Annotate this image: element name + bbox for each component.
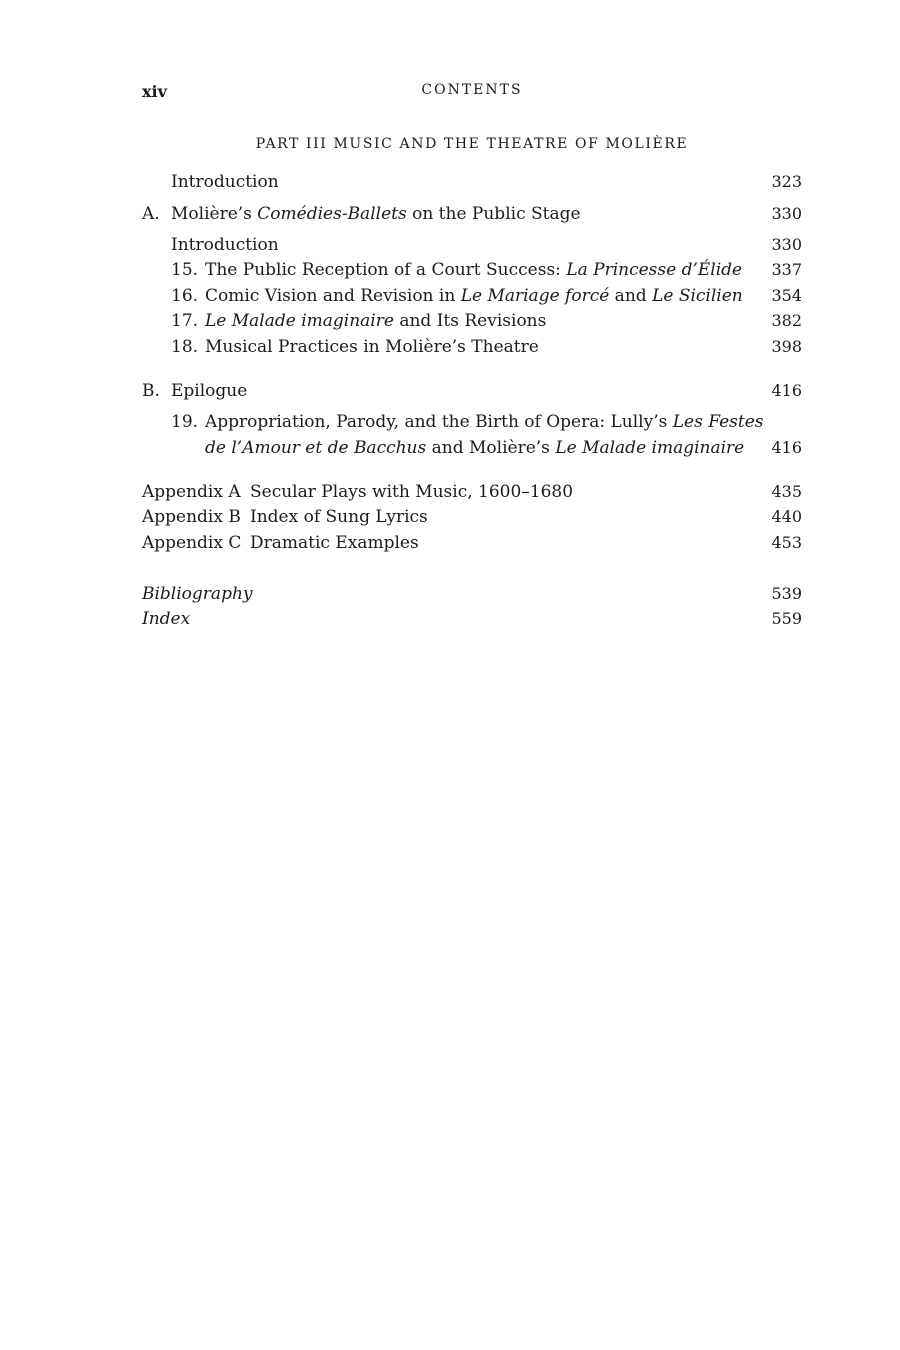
toc-entry-chapter-19[interactable]	[142, 410, 802, 434]
page-number: 323	[771, 172, 802, 191]
page-number: 330	[771, 235, 802, 254]
entry-title: Index of Sung Lyrics	[250, 507, 428, 527]
toc-entry-appendix-b[interactable]	[142, 505, 802, 529]
chapter-number: 19.	[171, 412, 199, 432]
toc-entry-bibliography[interactable]	[142, 582, 802, 606]
toc-entry-introduction[interactable]	[142, 170, 802, 194]
entry-title-pre: The Public Reception of a Court Success:	[205, 260, 567, 280]
page-number: 330	[771, 204, 802, 223]
toc-entry-chapter-17[interactable]	[142, 309, 802, 333]
entry-title: Musical Practices in Molière’s Theatre	[205, 337, 539, 357]
chapter-number: 15.	[171, 260, 199, 280]
toc-entry-chapter-18[interactable]	[142, 335, 802, 359]
toc-entry-appendix-c[interactable]	[142, 531, 802, 555]
chapter-number: 16.	[171, 286, 199, 306]
entry-title-pre: Comic Vision and Revision in	[205, 286, 461, 306]
toc-entry-chapter-15[interactable]	[142, 258, 802, 282]
entry-title-post: and Its Revisions	[393, 311, 547, 331]
entry-title-italic: Comédies-Ballets	[257, 204, 407, 224]
entry-title: Introduction	[171, 235, 279, 255]
page-number: 453	[771, 533, 802, 552]
page-number: 337	[771, 260, 802, 279]
chapter-number: 18.	[171, 337, 199, 357]
toc-entry-chapter-16[interactable]	[142, 284, 802, 308]
part-title: PART III MUSIC AND THE THEATRE OF MOLIÈRE	[255, 136, 689, 152]
toc-entry-section-a[interactable]	[142, 202, 802, 226]
section-label: B.	[142, 381, 160, 401]
entry-title-italic: Le Mariage forcé	[460, 286, 610, 306]
page-number: 440	[771, 507, 802, 526]
running-header	[142, 82, 802, 104]
page-number: 382	[771, 311, 802, 330]
toc-entry-chapter-19-continued[interactable]	[142, 436, 802, 460]
page-number: 398	[771, 337, 802, 356]
entry-title-pre: Appropriation, Parody, and the Birth of Opera: Lully’s	[205, 412, 673, 432]
appendix-label: Appendix C	[142, 533, 242, 553]
page-number: 539	[771, 584, 802, 603]
page-number: 354	[771, 286, 802, 305]
entry-title-mid: and	[609, 286, 653, 306]
toc-entry-index[interactable]	[142, 607, 802, 631]
entry-title-italic: La Princesse d’Élide	[566, 260, 743, 280]
entry-title-italic: Le Sicilien	[652, 286, 743, 306]
toc-entry-section-a-introduction[interactable]	[142, 233, 802, 257]
appendix-label: Appendix B	[142, 507, 241, 527]
page-folio: xiv	[142, 82, 167, 101]
entry-title: Secular Plays with Music, 1600–1680	[250, 482, 574, 502]
section-label: A.	[142, 204, 160, 224]
entry-title-italic: de l’Amour et de Bacchus	[205, 438, 427, 458]
entry-title-italic: Les Festes	[672, 412, 764, 432]
page-number: 416	[771, 438, 802, 457]
entry-title: Bibliography	[142, 584, 253, 604]
entry-title: Epilogue	[171, 381, 248, 401]
appendix-label: Appendix A	[142, 482, 241, 502]
chapter-number: 17.	[171, 311, 199, 331]
toc-entry-section-b[interactable]	[142, 379, 802, 403]
entry-title-post: on the Public Stage	[406, 204, 581, 224]
running-title: CONTENTS	[421, 82, 523, 98]
entry-title-italic: Le Malade imaginaire	[205, 311, 394, 331]
entry-title: Index	[142, 609, 191, 629]
entry-title: Dramatic Examples	[250, 533, 419, 553]
entry-title: Introduction	[171, 172, 279, 192]
page-number: 416	[771, 381, 802, 400]
page-number: 435	[771, 482, 802, 501]
entry-title-mid: and Molière’s	[426, 438, 556, 458]
toc-entry-appendix-a[interactable]	[142, 480, 802, 504]
entry-title-italic: Le Malade imaginaire	[555, 438, 745, 458]
entry-title-pre: Molière’s	[171, 204, 258, 224]
page-number: 559	[771, 609, 802, 628]
